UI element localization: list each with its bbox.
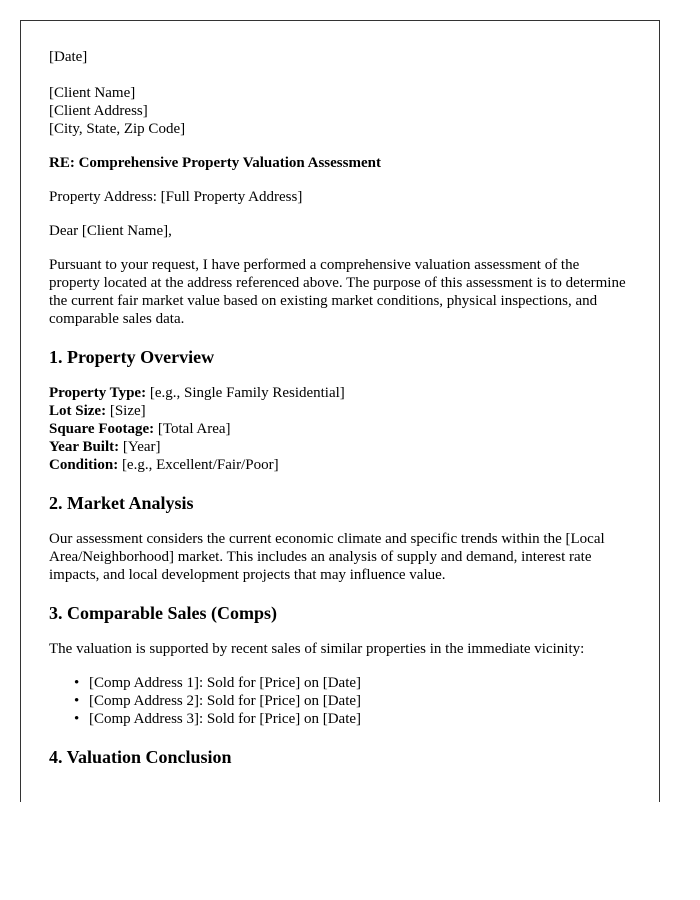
section-title-market: 2. Market Analysis xyxy=(49,493,194,513)
field-label: Property Type: xyxy=(49,385,147,401)
intro-paragraph: Pursuant to your request, I have performed a comprehensive valuation assessment of the property located at the address referenced above. The purpose of this assessment is to determine the current fair market value based on existing market conditions, physical inspections, and comparable sales data. xyxy=(49,257,626,327)
list-item xyxy=(74,674,631,692)
field-label: Lot Size: xyxy=(49,403,107,419)
re-line: RE: Comprehensive Property Valuation Assessment xyxy=(49,155,381,171)
section-title-conclusion: 4. Valuation Conclusion xyxy=(49,747,232,767)
field-label: Year Built: xyxy=(49,439,120,455)
bullet-icon: • xyxy=(74,693,80,709)
client-name: [Client Name] xyxy=(49,85,136,101)
field-square-footage xyxy=(49,420,631,438)
field-lot-size xyxy=(49,402,631,420)
section-title-overview: 1. Property Overview xyxy=(49,347,215,367)
field-label: Square Footage: xyxy=(49,421,155,437)
comp-text: [Comp Address 3]: Sold for [Price] on [Date] xyxy=(89,711,362,727)
list-item xyxy=(74,692,631,710)
letter-date: [Date] xyxy=(49,49,88,65)
field-property-type xyxy=(49,384,631,402)
salutation: Dear [Client Name], xyxy=(49,223,172,239)
client-city-state-zip: [City, State, Zip Code] xyxy=(49,121,186,137)
field-year-built xyxy=(49,438,631,456)
field-value: [Year] xyxy=(119,439,161,455)
field-condition xyxy=(49,456,631,474)
field-value: [e.g., Excellent/Fair/Poor] xyxy=(118,457,279,473)
client-address-block xyxy=(49,84,631,138)
field-value: [Size] xyxy=(106,403,146,419)
letter-page xyxy=(20,20,660,802)
field-value: [Total Area] xyxy=(154,421,231,437)
client-address: [Client Address] xyxy=(49,103,148,119)
section-title-comps: 3. Comparable Sales (Comps) xyxy=(49,603,277,623)
comp-text: [Comp Address 2]: Sold for [Price] on [Date] xyxy=(89,693,362,709)
bullet-icon: • xyxy=(74,711,80,727)
field-value: [e.g., Single Family Residential] xyxy=(146,385,345,401)
property-address: Property Address: [Full Property Address] xyxy=(49,189,303,205)
comps-list xyxy=(49,674,631,728)
bullet-icon: • xyxy=(74,675,80,691)
list-item xyxy=(74,710,631,728)
property-fields xyxy=(49,384,631,474)
field-label: Condition: xyxy=(49,457,119,473)
comps-intro: The valuation is supported by recent sales of similar properties in the immediate vicinity: xyxy=(49,641,585,657)
comp-text: [Comp Address 1]: Sold for [Price] on [Date] xyxy=(89,675,362,691)
market-paragraph: Our assessment considers the current economic climate and specific trends within the [Local Area/Neighborhood] market. This includes an analysis of supply and demand, interest rate impacts, and local development projects that may influence value. xyxy=(49,531,605,583)
